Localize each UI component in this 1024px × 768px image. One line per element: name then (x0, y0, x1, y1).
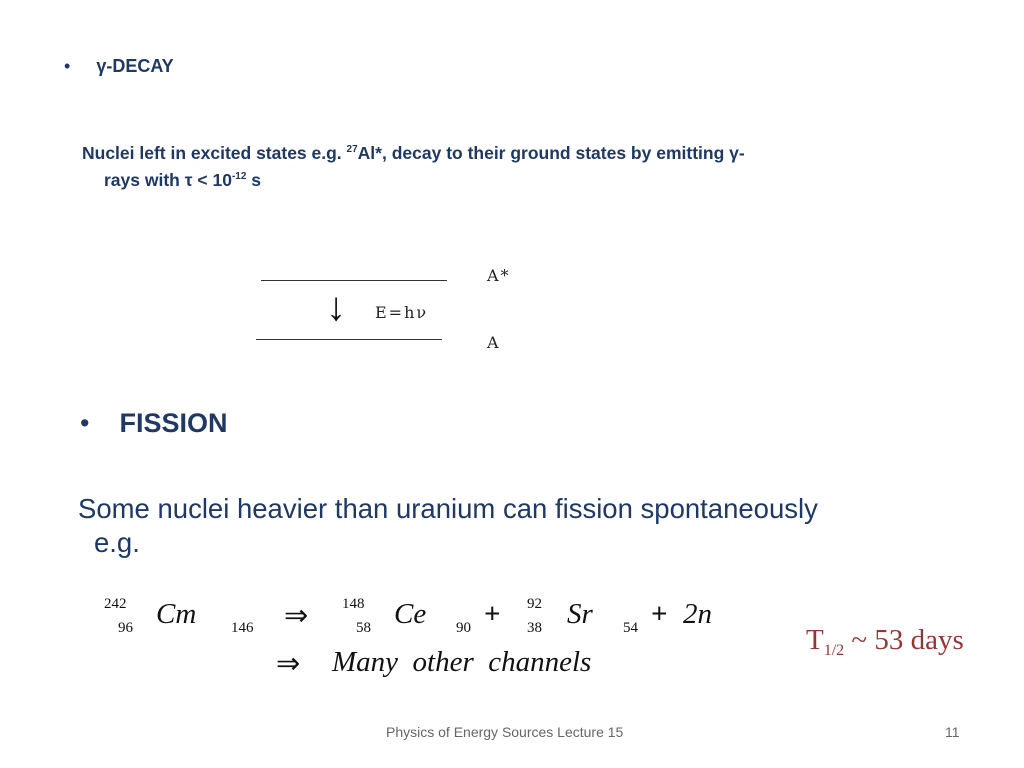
mass-number-sup: 27 (346, 144, 358, 155)
gamma-decay-title: γ-DECAY (96, 56, 174, 76)
half-life-value: ~ 53 days (844, 624, 964, 656)
sr-neutron-number: 54 (623, 620, 638, 636)
many-other-channels: Many other channels (332, 646, 592, 678)
half-life-subscript: 1/2 (823, 642, 845, 659)
half-life-label (806, 624, 964, 660)
fission-heading (80, 408, 227, 439)
neutrons: 2n (683, 598, 712, 630)
down-arrow-icon: ↓ (326, 285, 346, 329)
desc-line-2: e.g. (94, 527, 140, 558)
desc-line-1: Some nuclei heavier than uranium can fission spontaneously (78, 493, 818, 524)
ce-atomic-number: 58 (356, 620, 371, 636)
ce-mass-number: 148 (342, 596, 365, 612)
page-number: 11 (945, 724, 960, 740)
sr-mass-number: 92 (527, 596, 542, 612)
half-life-t: T (806, 624, 824, 656)
excited-level-line (261, 280, 447, 281)
energy-label: E=hν (375, 303, 429, 322)
cm-neutron-number: 146 (231, 620, 254, 636)
implies-symbol-2: ⇒ (276, 648, 301, 680)
plus-symbol-2: + (651, 598, 668, 630)
desc-text: Al*, decay to their ground states by emitting γ- (357, 143, 745, 163)
ce-neutron-number: 90 (456, 620, 471, 636)
sr-symbol: Sr (567, 598, 593, 630)
ground-level-line (256, 339, 442, 340)
plus-symbol: + (484, 598, 501, 630)
bullet-dot: • (80, 408, 90, 438)
excited-state-label: A* (487, 266, 511, 285)
cm-symbol: Cm (156, 598, 197, 630)
footer-title: Physics of Energy Sources Lecture 15 (386, 724, 624, 740)
ce-symbol: Ce (394, 598, 427, 630)
cm-mass-number: 242 (104, 596, 127, 612)
cm-atomic-number: 96 (118, 620, 133, 636)
implies-symbol: ⇒ (284, 600, 309, 632)
ground-state-label: A (487, 333, 501, 352)
exponent-sup: -12 (231, 171, 247, 182)
fission-title: FISSION (119, 408, 228, 438)
gamma-decay-heading (64, 56, 174, 77)
gamma-decay-description (82, 138, 842, 192)
fission-description (78, 492, 938, 560)
sr-atomic-number: 38 (527, 620, 542, 636)
desc-text: Nuclei left in excited states e.g. (82, 143, 347, 163)
bullet-dot: • (64, 56, 71, 76)
desc-text: rays with τ < 10 (104, 170, 232, 190)
desc-text: s (246, 170, 262, 190)
